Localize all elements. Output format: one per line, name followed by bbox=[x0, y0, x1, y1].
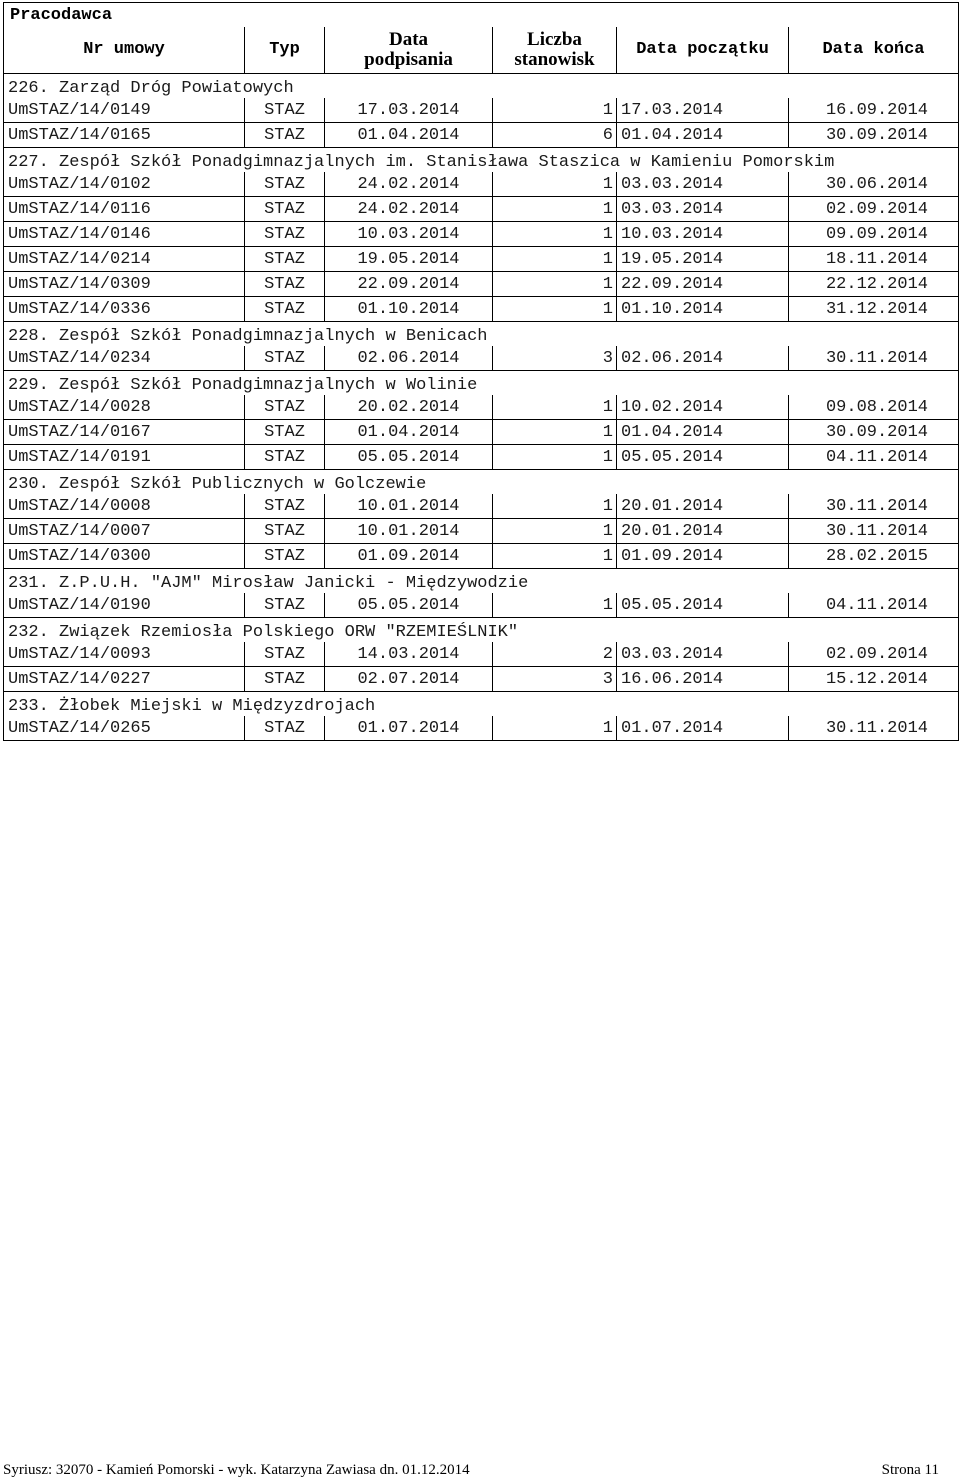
cell-signing-date: 05.05.2014 bbox=[325, 445, 493, 470]
cell-type: STAZ bbox=[245, 172, 325, 197]
cell-type: STAZ bbox=[245, 197, 325, 222]
cell-end-date: 09.09.2014 bbox=[789, 222, 959, 247]
employer-group-row bbox=[4, 470, 959, 495]
cell-contract-number: UmSTAZ/14/0167 bbox=[4, 420, 245, 445]
table-row bbox=[4, 716, 959, 741]
cell-contract-number: UmSTAZ/14/0336 bbox=[4, 297, 245, 322]
cell-end-date: 30.06.2014 bbox=[789, 172, 959, 197]
cell-contract-number: UmSTAZ/14/0300 bbox=[4, 544, 245, 569]
cell-end-date: 02.09.2014 bbox=[789, 642, 959, 667]
cell-contract-number: UmSTAZ/14/0093 bbox=[4, 642, 245, 667]
table-row bbox=[4, 222, 959, 247]
cell-signing-date: 01.09.2014 bbox=[325, 544, 493, 569]
cell-signing-date: 24.02.2014 bbox=[325, 197, 493, 222]
cell-type: STAZ bbox=[245, 667, 325, 692]
cell-type: STAZ bbox=[245, 642, 325, 667]
employer-group-row bbox=[4, 148, 959, 173]
col-header-start-date: Data początku bbox=[617, 27, 789, 74]
cell-contract-number: UmSTAZ/14/0116 bbox=[4, 197, 245, 222]
employer-group-row bbox=[4, 618, 959, 643]
cell-end-date: 30.11.2014 bbox=[789, 494, 959, 519]
cell-start-date: 01.10.2014 bbox=[617, 297, 789, 322]
employer-name: 226. Zarząd Dróg Powiatowych bbox=[4, 74, 959, 99]
cell-end-date: 30.11.2014 bbox=[789, 519, 959, 544]
table-row bbox=[4, 642, 959, 667]
col-header-positions-count bbox=[493, 27, 617, 74]
table-row bbox=[4, 420, 959, 445]
cell-start-date: 20.01.2014 bbox=[617, 494, 789, 519]
table-row bbox=[4, 667, 959, 692]
cell-signing-date: 02.06.2014 bbox=[325, 346, 493, 371]
cell-positions-count: 1 bbox=[493, 395, 617, 420]
cell-signing-date: 01.10.2014 bbox=[325, 297, 493, 322]
col-header-positions-count-text: Liczba stanowisk bbox=[514, 29, 595, 70]
cell-positions-count: 1 bbox=[493, 98, 617, 123]
table-row bbox=[4, 247, 959, 272]
cell-type: STAZ bbox=[245, 272, 325, 297]
cell-positions-count: 1 bbox=[493, 445, 617, 470]
cell-end-date: 18.11.2014 bbox=[789, 247, 959, 272]
cell-contract-number: UmSTAZ/14/0309 bbox=[4, 272, 245, 297]
table-row bbox=[4, 172, 959, 197]
table-row bbox=[4, 445, 959, 470]
cell-start-date: 03.03.2014 bbox=[617, 172, 789, 197]
cell-signing-date: 01.04.2014 bbox=[325, 420, 493, 445]
employer-name: 229. Zespół Szkół Ponadgimnazjalnych w Wolinie bbox=[4, 371, 959, 396]
cell-positions-count: 2 bbox=[493, 642, 617, 667]
cell-positions-count: 1 bbox=[493, 494, 617, 519]
col-header-signing-date-text: Data podpisania bbox=[364, 29, 453, 70]
cell-end-date: 30.11.2014 bbox=[789, 716, 959, 741]
table-row bbox=[4, 197, 959, 222]
footer-system-info: Syriusz: 32070 - Kamień Pomorski - wyk. Katarzyna Zawiasa dn. 01.12.2014 bbox=[3, 1462, 470, 1478]
cell-signing-date: 01.04.2014 bbox=[325, 123, 493, 148]
cell-start-date: 10.02.2014 bbox=[617, 395, 789, 420]
cell-end-date: 04.11.2014 bbox=[789, 593, 959, 618]
cell-signing-date: 05.05.2014 bbox=[325, 593, 493, 618]
cell-type: STAZ bbox=[245, 445, 325, 470]
cell-end-date: 31.12.2014 bbox=[789, 297, 959, 322]
cell-contract-number: UmSTAZ/14/0149 bbox=[4, 98, 245, 123]
cell-signing-date: 14.03.2014 bbox=[325, 642, 493, 667]
cell-signing-date: 10.03.2014 bbox=[325, 222, 493, 247]
cell-contract-number: UmSTAZ/14/0191 bbox=[4, 445, 245, 470]
cell-start-date: 19.05.2014 bbox=[617, 247, 789, 272]
cell-start-date: 05.05.2014 bbox=[617, 593, 789, 618]
cell-positions-count: 1 bbox=[493, 297, 617, 322]
cell-signing-date: 20.02.2014 bbox=[325, 395, 493, 420]
cell-positions-count: 3 bbox=[493, 667, 617, 692]
cell-start-date: 16.06.2014 bbox=[617, 667, 789, 692]
cell-type: STAZ bbox=[245, 593, 325, 618]
cell-end-date: 30.09.2014 bbox=[789, 420, 959, 445]
cell-start-date: 05.05.2014 bbox=[617, 445, 789, 470]
cell-contract-number: UmSTAZ/14/0102 bbox=[4, 172, 245, 197]
table-row bbox=[4, 519, 959, 544]
cell-start-date: 02.06.2014 bbox=[617, 346, 789, 371]
cell-contract-number: UmSTAZ/14/0008 bbox=[4, 494, 245, 519]
cell-start-date: 01.09.2014 bbox=[617, 544, 789, 569]
cell-start-date: 10.03.2014 bbox=[617, 222, 789, 247]
cell-contract-number: UmSTAZ/14/0214 bbox=[4, 247, 245, 272]
cell-type: STAZ bbox=[245, 716, 325, 741]
cell-signing-date: 22.09.2014 bbox=[325, 272, 493, 297]
cell-start-date: 20.01.2014 bbox=[617, 519, 789, 544]
table-row bbox=[4, 593, 959, 618]
cell-end-date: 28.02.2015 bbox=[789, 544, 959, 569]
cell-signing-date: 01.07.2014 bbox=[325, 716, 493, 741]
cell-end-date: 30.09.2014 bbox=[789, 123, 959, 148]
employer-group-row bbox=[4, 692, 959, 717]
cell-contract-number: UmSTAZ/14/0190 bbox=[4, 593, 245, 618]
cell-positions-count: 1 bbox=[493, 172, 617, 197]
table-title-row bbox=[4, 3, 959, 28]
table-row bbox=[4, 272, 959, 297]
cell-positions-count: 1 bbox=[493, 519, 617, 544]
table-title: Pracodawca bbox=[4, 3, 959, 28]
table-row bbox=[4, 123, 959, 148]
table-row bbox=[4, 494, 959, 519]
cell-type: STAZ bbox=[245, 346, 325, 371]
cell-positions-count: 1 bbox=[493, 420, 617, 445]
cell-type: STAZ bbox=[245, 123, 325, 148]
cell-positions-count: 1 bbox=[493, 593, 617, 618]
contracts-table bbox=[3, 2, 959, 741]
cell-positions-count: 1 bbox=[493, 272, 617, 297]
table-row bbox=[4, 98, 959, 123]
employer-name: 230. Zespół Szkół Publicznych w Golczewie bbox=[4, 470, 959, 495]
cell-positions-count: 1 bbox=[493, 716, 617, 741]
footer-page-number: Strona 11 bbox=[881, 1462, 939, 1478]
cell-signing-date: 10.01.2014 bbox=[325, 494, 493, 519]
cell-contract-number: UmSTAZ/14/0028 bbox=[4, 395, 245, 420]
cell-signing-date: 19.05.2014 bbox=[325, 247, 493, 272]
cell-signing-date: 10.01.2014 bbox=[325, 519, 493, 544]
cell-signing-date: 17.03.2014 bbox=[325, 98, 493, 123]
cell-positions-count: 1 bbox=[493, 222, 617, 247]
cell-signing-date: 02.07.2014 bbox=[325, 667, 493, 692]
employer-group-row bbox=[4, 322, 959, 347]
employer-group-row bbox=[4, 371, 959, 396]
employer-name: 231. Z.P.U.H. "AJM" Mirosław Janicki - Międzywodzie bbox=[4, 569, 959, 594]
cell-positions-count: 1 bbox=[493, 197, 617, 222]
cell-end-date: 04.11.2014 bbox=[789, 445, 959, 470]
cell-end-date: 09.08.2014 bbox=[789, 395, 959, 420]
cell-signing-date: 24.02.2014 bbox=[325, 172, 493, 197]
cell-end-date: 30.11.2014 bbox=[789, 346, 959, 371]
cell-start-date: 01.04.2014 bbox=[617, 420, 789, 445]
col-header-end-date: Data końca bbox=[789, 27, 959, 74]
cell-start-date: 03.03.2014 bbox=[617, 197, 789, 222]
col-header-contract-number: Nr umowy bbox=[4, 27, 245, 74]
col-header-signing-date bbox=[325, 27, 493, 74]
cell-start-date: 17.03.2014 bbox=[617, 98, 789, 123]
cell-end-date: 22.12.2014 bbox=[789, 272, 959, 297]
cell-type: STAZ bbox=[245, 247, 325, 272]
cell-type: STAZ bbox=[245, 519, 325, 544]
cell-type: STAZ bbox=[245, 494, 325, 519]
cell-contract-number: UmSTAZ/14/0007 bbox=[4, 519, 245, 544]
employer-group-row bbox=[4, 569, 959, 594]
cell-start-date: 01.07.2014 bbox=[617, 716, 789, 741]
table-row bbox=[4, 346, 959, 371]
cell-start-date: 01.04.2014 bbox=[617, 123, 789, 148]
cell-type: STAZ bbox=[245, 395, 325, 420]
cell-end-date: 15.12.2014 bbox=[789, 667, 959, 692]
col-header-type: Typ bbox=[245, 27, 325, 74]
cell-start-date: 03.03.2014 bbox=[617, 642, 789, 667]
table-body bbox=[4, 74, 959, 741]
cell-type: STAZ bbox=[245, 98, 325, 123]
cell-positions-count: 6 bbox=[493, 123, 617, 148]
cell-type: STAZ bbox=[245, 222, 325, 247]
cell-contract-number: UmSTAZ/14/0165 bbox=[4, 123, 245, 148]
cell-type: STAZ bbox=[245, 420, 325, 445]
employer-name: 232. Związek Rzemiosła Polskiego ORW "RZEMIEŚLNIK" bbox=[4, 618, 959, 643]
table-header-row bbox=[4, 27, 959, 74]
table-row bbox=[4, 297, 959, 322]
table-row bbox=[4, 544, 959, 569]
cell-contract-number: UmSTAZ/14/0146 bbox=[4, 222, 245, 247]
cell-type: STAZ bbox=[245, 297, 325, 322]
employer-name: 227. Zespół Szkół Ponadgimnazjalnych im. Stanisława Staszica w Kamieniu Pomorskim bbox=[4, 148, 959, 173]
cell-contract-number: UmSTAZ/14/0265 bbox=[4, 716, 245, 741]
cell-start-date: 22.09.2014 bbox=[617, 272, 789, 297]
employer-name: 228. Zespół Szkół Ponadgimnazjalnych w Benicach bbox=[4, 322, 959, 347]
employer-group-row bbox=[4, 74, 959, 99]
cell-positions-count: 1 bbox=[493, 544, 617, 569]
cell-end-date: 02.09.2014 bbox=[789, 197, 959, 222]
cell-positions-count: 1 bbox=[493, 247, 617, 272]
employer-name: 233. Żłobek Miejski w Międzyzdrojach bbox=[4, 692, 959, 717]
cell-end-date: 16.09.2014 bbox=[789, 98, 959, 123]
cell-contract-number: UmSTAZ/14/0234 bbox=[4, 346, 245, 371]
table-row bbox=[4, 395, 959, 420]
cell-positions-count: 3 bbox=[493, 346, 617, 371]
cell-type: STAZ bbox=[245, 544, 325, 569]
cell-contract-number: UmSTAZ/14/0227 bbox=[4, 667, 245, 692]
